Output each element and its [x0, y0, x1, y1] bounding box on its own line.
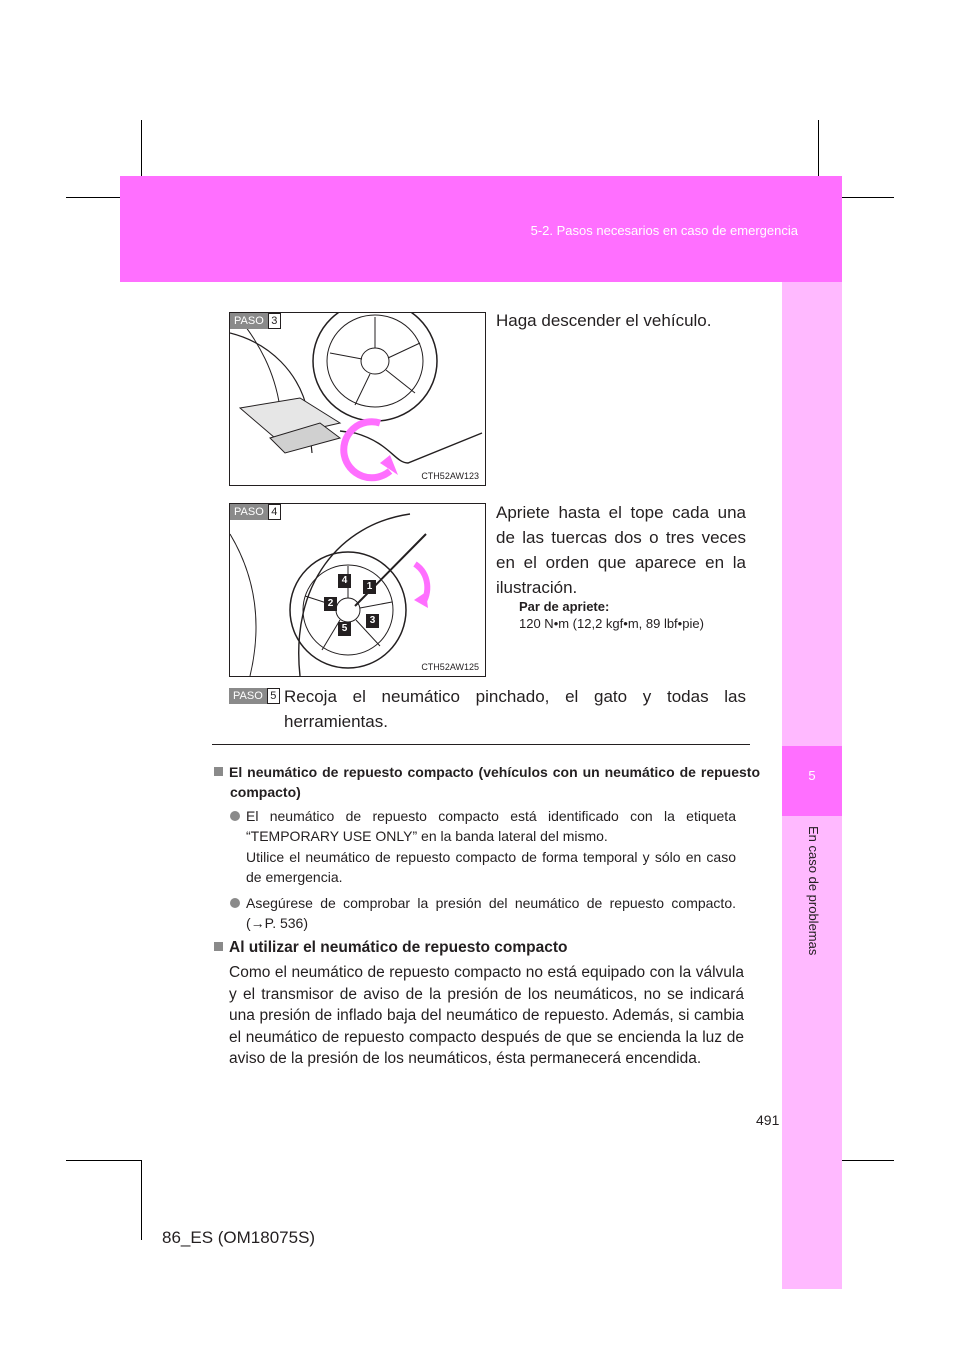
section-title: 5-2. Pasos necesarios en caso de emergencia	[530, 223, 798, 238]
chapter-number: 5	[808, 768, 816, 783]
nut-order-4: 4	[338, 574, 351, 588]
crop-mark	[66, 1160, 142, 1161]
round-bullet-icon	[230, 898, 240, 908]
jack-lowering-illustration	[230, 313, 485, 485]
square-bullet-icon	[214, 767, 223, 776]
figure-code: CTH52AW125	[421, 662, 479, 672]
nut-order-2: 2	[324, 597, 337, 611]
note-body: Como el neumático de repuesto compacto no está equipado con la válvula y el transmisor de aviso de la presión de los neumáticos, no se indicará una presión de inflado baja del neumático de repuesto. Además, si cambia el neumático de repuesto compacto después de que se encienda la luz de aviso de la presión de los neumáticos, ésta permanecerá encendida.	[229, 964, 744, 1067]
square-bullet-icon	[214, 942, 223, 951]
step-3-badge: PASO 3	[230, 313, 281, 329]
crop-mark	[141, 1160, 142, 1240]
torque-label: Par de apriete:	[519, 599, 610, 614]
note-heading: Al utilizar el neumático de repuesto compacto	[214, 938, 744, 958]
lug-nut-tightening-illustration	[230, 504, 485, 676]
note-heading: El neumático de repuesto compacto (vehículos con un neumático de repuesto compacto)	[214, 762, 760, 802]
step-5-text: Recoja el neumático pinchado, el gato y todas las herramientas.	[284, 687, 746, 731]
torque-spec	[519, 598, 749, 632]
step-3-text: Haga descender el vehículo.	[496, 311, 712, 330]
section-header	[120, 176, 842, 282]
note-bullet: El neumático de repuesto compacto está identificado con la etiqueta “TEMPORARY USE ONLY” en la banda lateral del mismo.	[246, 808, 736, 844]
torque-value: 120 N•m (12,2 kgf•m, 89 lbf•pie)	[519, 616, 704, 631]
step-4-badge: PASO 4	[230, 504, 281, 520]
nut-order-5: 5	[338, 622, 351, 636]
step-3-figure	[229, 312, 486, 486]
chapter-title: En caso de problemas	[806, 826, 821, 956]
document-id: 86_ES (OM18075S)	[162, 1228, 316, 1247]
nut-order-1: 1	[363, 580, 376, 594]
nut-order-3: 3	[366, 614, 379, 628]
note-bullet-continued: Utilice el neumático de repuesto compacto de forma temporal y sólo en caso de emergencia.	[246, 849, 736, 885]
step-5-badge: PASO 5	[229, 688, 280, 704]
page-number: 491	[756, 1112, 780, 1128]
divider	[212, 744, 750, 745]
step-4-text: Apriete hasta el tope cada una de las tuercas dos o tres veces en el orden que aparece en la ilustración.	[496, 503, 746, 597]
note-bullet: Asegúrese de comprobar la presión del neumático de repuesto compacto. (→P. 536)	[246, 895, 736, 931]
step-4-figure	[229, 503, 486, 677]
figure-code: CTH52AW123	[421, 471, 479, 481]
round-bullet-icon	[230, 811, 240, 821]
